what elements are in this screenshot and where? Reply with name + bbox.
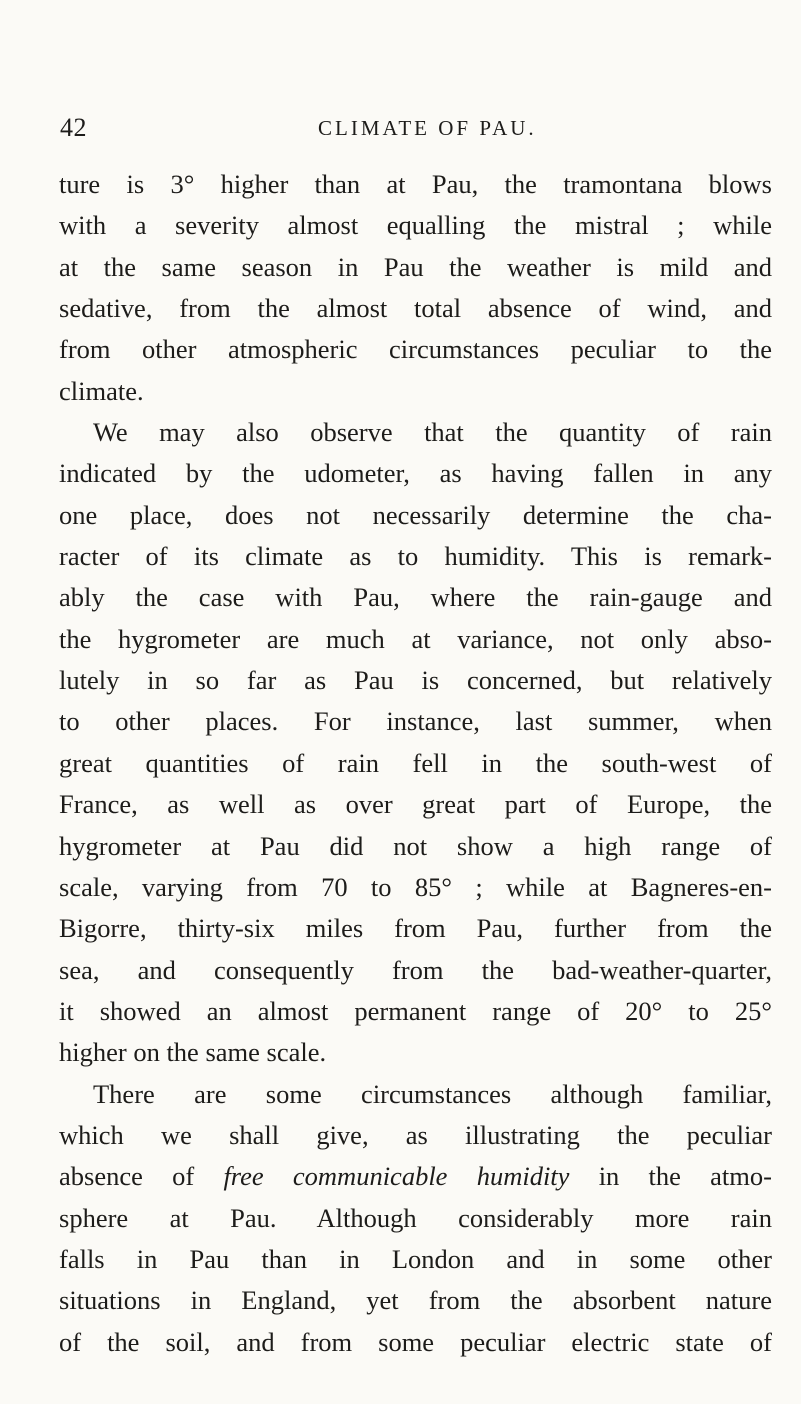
text-line: great quantities of rain fell in the south-west of <box>59 747 772 778</box>
italic-phrase: free communicable humidity <box>223 1161 570 1192</box>
text-line: climate. <box>59 375 144 406</box>
text-line: sea, and consequently from the bad-weather-quarter, <box>59 954 772 985</box>
text-line: Bigorre, thirty-six miles from Pau, further from the <box>59 913 772 944</box>
text-line: ture is 3° higher than at Pau, the tramontana blows <box>59 169 772 199</box>
text-line: racter of its climate as to humidity. This is remark- <box>59 541 772 572</box>
text-line: with a severity almost equalling the mistral ; while <box>59 210 772 241</box>
text-line: lutely in so far as Pau is concerned, but relatively <box>59 665 772 696</box>
text-fragment: in the atmo- <box>569 1161 772 1192</box>
text-line: scale, varying from 70 to 85° ; while at Bagneres-en- <box>59 871 772 902</box>
text-line: to other places. For instance, last summer, when <box>59 706 772 737</box>
page-number: 42 <box>60 113 87 142</box>
text-line: sphere at Pau. Although considerably more rain <box>59 1202 772 1233</box>
text-line: falls in Pau than in London and in some other <box>59 1243 772 1274</box>
text-line: from other atmospheric circumstances peculiar to the <box>59 334 772 365</box>
paragraph-start-line: There are some circumstances although familiar, <box>93 1078 772 1109</box>
text-line <box>59 1156 772 1197</box>
text-line: higher on the same scale. <box>59 1037 327 1068</box>
text-fragment: absence of <box>59 1161 224 1192</box>
text-line: which we shall give, as illustrating the peculiar <box>59 1119 772 1150</box>
text-line: one place, does not necessarily determine the cha- <box>59 499 772 530</box>
text-line: France, as well as over great part of Europe, the <box>59 789 772 820</box>
text-line: at the same season in Pau the weather is mild and <box>59 251 772 282</box>
running-head <box>60 110 750 146</box>
text-line: ably the case with Pau, where the rain-gauge and <box>59 582 772 613</box>
text-line: situations in England, yet from the absorbent nature <box>59 1285 772 1316</box>
text-line: sedative, from the almost total absence of wind, and <box>59 293 772 324</box>
text-line: hygrometer at Pau did not show a high range of <box>59 830 772 861</box>
paragraph-start-line: We may also observe that the quantity of rain <box>93 417 772 448</box>
text-line: indicated by the udometer, as having fallen in any <box>59 458 772 489</box>
text-line: it showed an almost permanent range of 20° to 25° <box>59 995 772 1026</box>
text-line: of the soil, and from some peculiar electric state of <box>59 1326 772 1357</box>
text-line: the hygrometer are much at variance, not only abso- <box>59 623 772 654</box>
running-title: CLIMATE OF PAU. <box>318 116 537 140</box>
body-text <box>59 164 772 1363</box>
